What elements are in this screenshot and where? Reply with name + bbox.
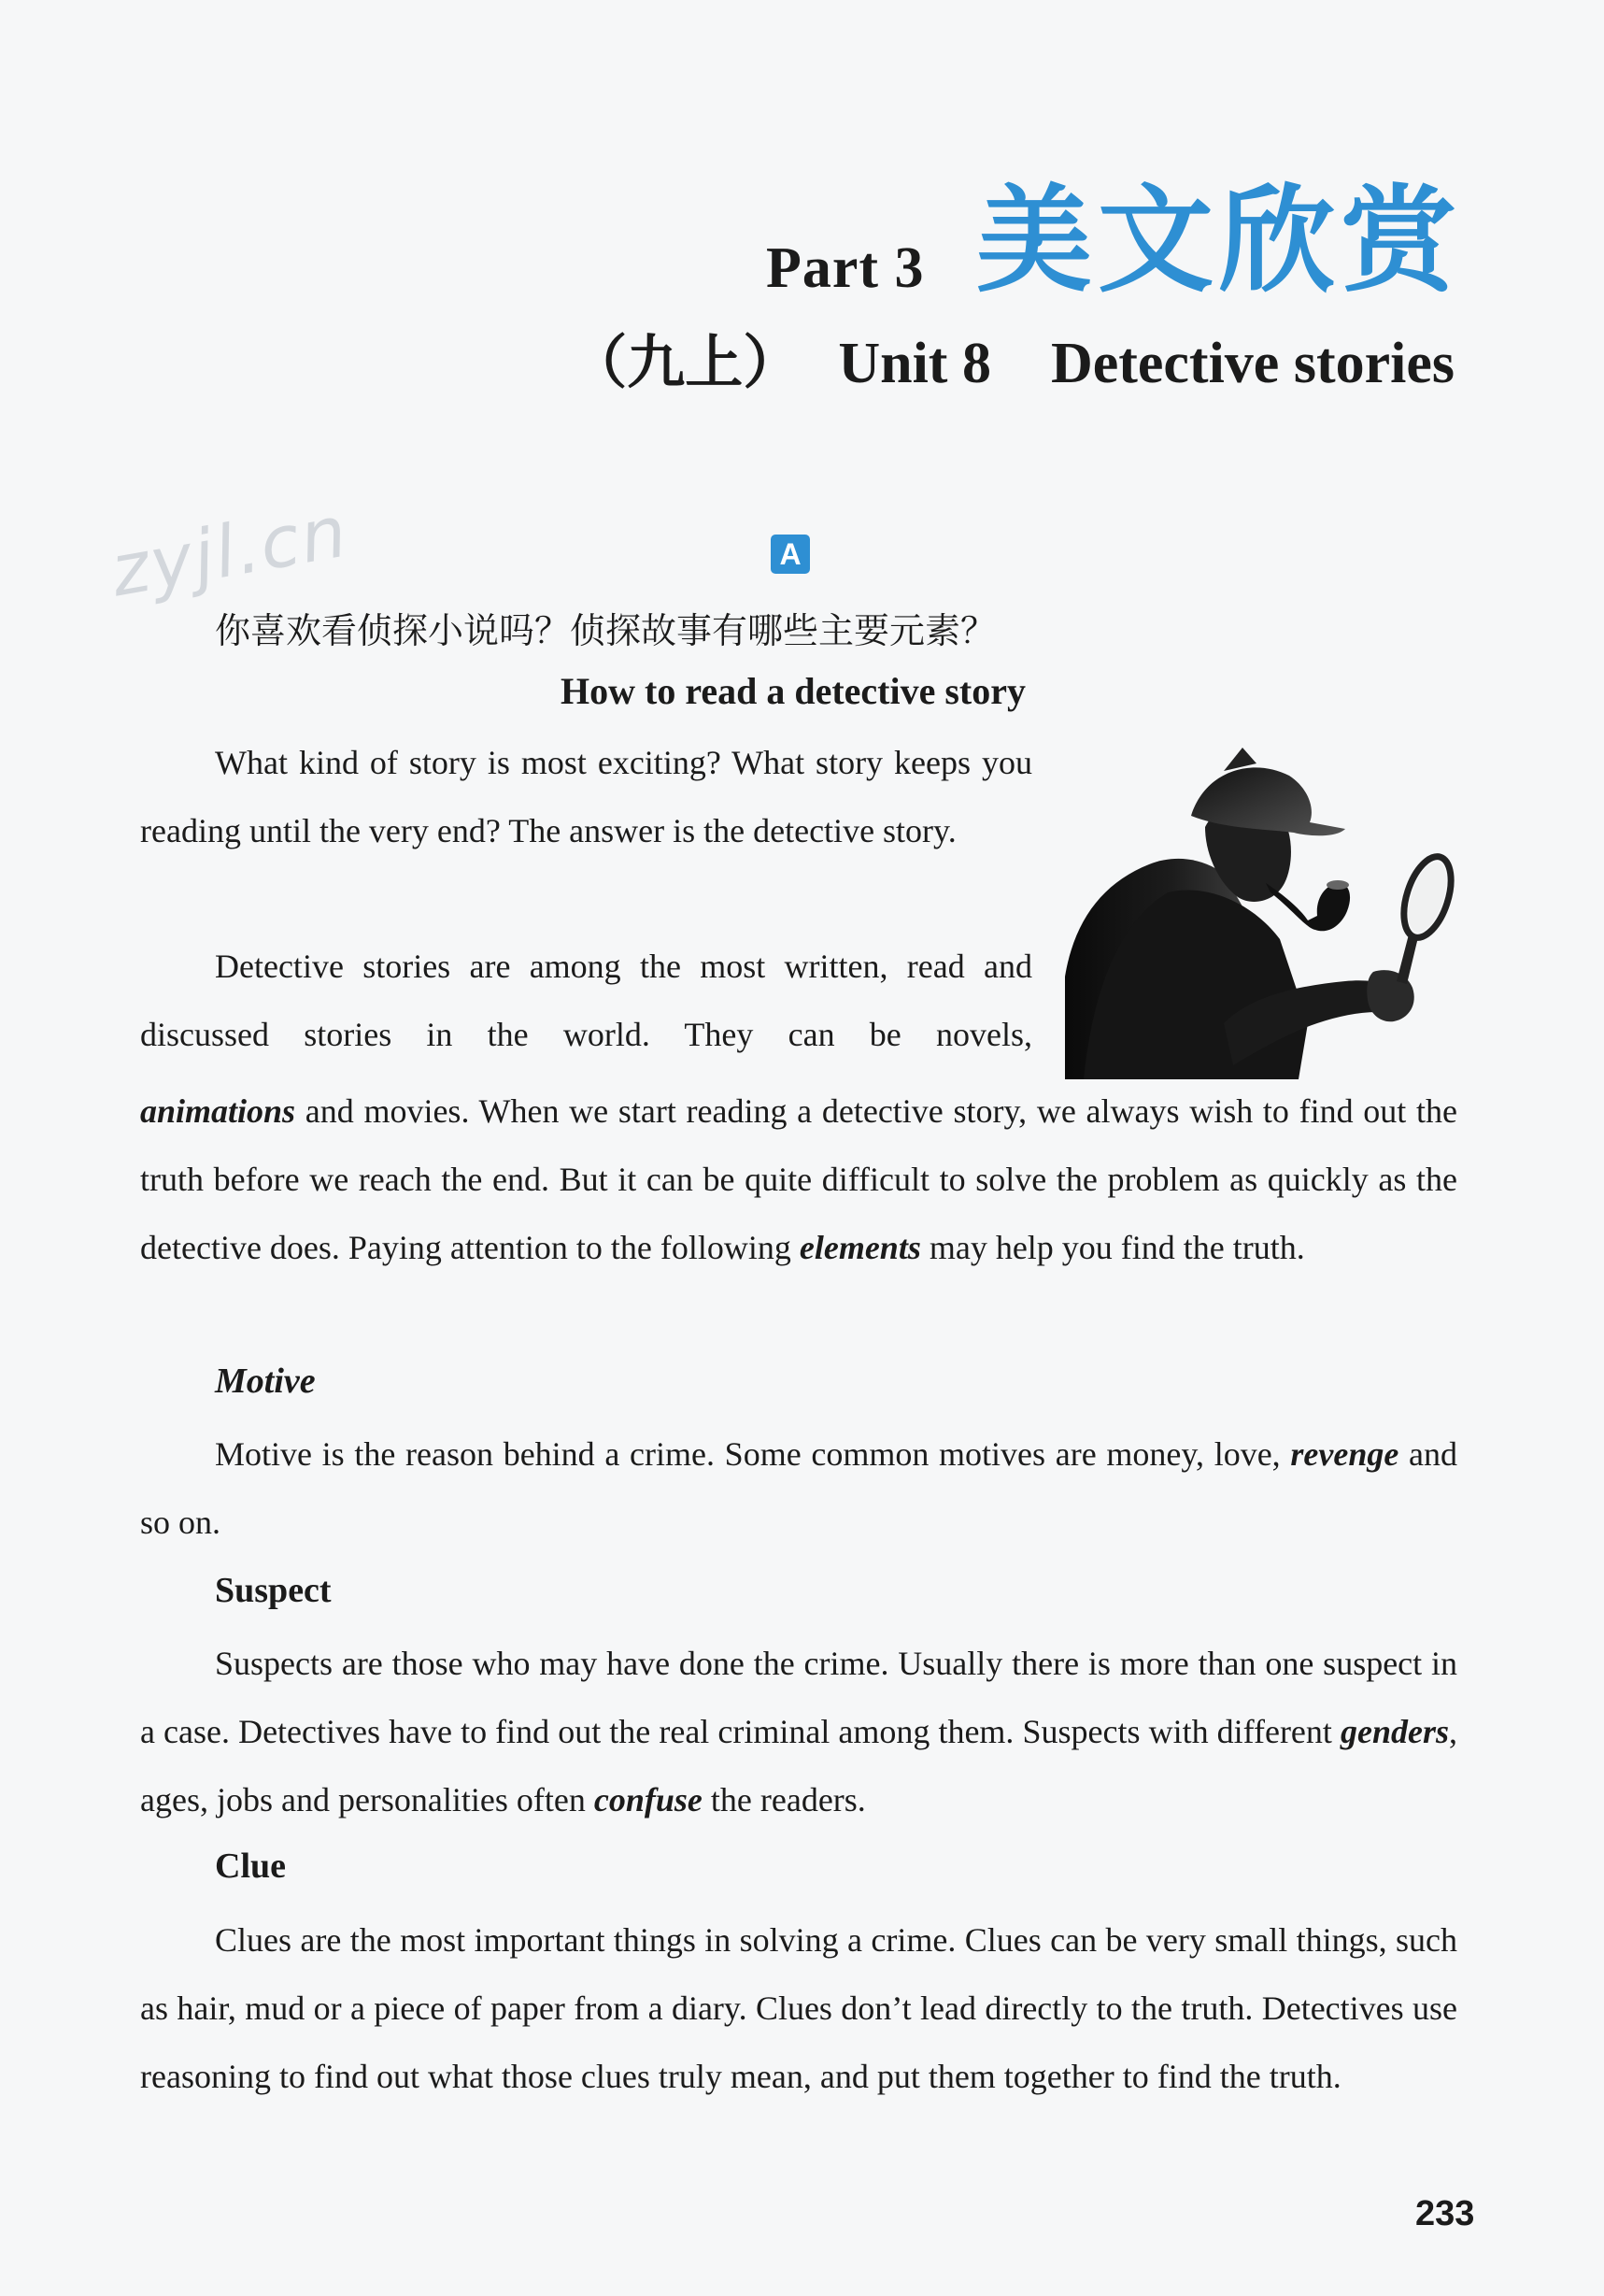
part-label: Part 3 [766,236,925,300]
story-title: How to read a detective story [561,670,1027,712]
paragraph-clue: Clues are the most important things in solving a crime. Clues can be very small things, such as hair, mud or a piece of paper from a diary. Clues don’t lead directly to the truth. Detectives use reasoning to find out what those clues truly mean, and put them together to find the truth. [140,1921,1457,2095]
grade-label: （九上） [569,328,802,396]
section-badge: A [771,535,810,574]
unit-heading [569,316,1455,399]
page-number: 233 [1415,2194,1475,2233]
keyword-genders: genders [1341,1713,1449,1750]
heading-motive: Motive [215,1362,316,1401]
part-title: 美文欣赏 [976,174,1463,308]
keyword-revenge: revenge [1290,1435,1399,1473]
unit-title: Detective stories [1050,332,1455,395]
keyword-confuse: confuse [593,1781,703,1818]
paragraph-intro: What kind of story is most exciting? What story keeps you reading until the very end? The answer is the detective story. [140,744,1032,849]
keyword-elements: elements [799,1229,921,1266]
heading-suspect: Suspect [215,1571,332,1610]
heading-clue: Clue [215,1847,286,1886]
paragraph-detective-stories-cont: animations and movies. When we start reading a detective story, we always wish to find out the truth before we reach the end. But it can be quite difficult to solve the problem as quickly as the detective does. Paying attention to the following elements may help you find the truth. [140,1092,1457,1266]
paragraph-detective-stories: Detective stories are among the most written, read and discussed stories in the world. They can be novels, [140,948,1032,1053]
unit-number: Unit 8 [838,332,991,395]
lead-question: 你喜欢看侦探小说吗？侦探故事有哪些主要元素？ [215,610,997,651]
paragraph-suspect: Suspects are those who may have done the crime. Usually there is more than one suspect in a case. Detectives have to find out the real criminal among them. Suspects with different genders, ages, jobs and personalities often confuse the readers. [140,1645,1457,1818]
detective-silhouette-illustration [1065,743,1457,1079]
keyword-animations: animations [140,1092,296,1130]
watermark: zyjl.cn [105,489,355,613]
paragraph-motive: Motive is the reason behind a crime. Some common motives are money, love, revenge and so on. [140,1435,1457,1541]
